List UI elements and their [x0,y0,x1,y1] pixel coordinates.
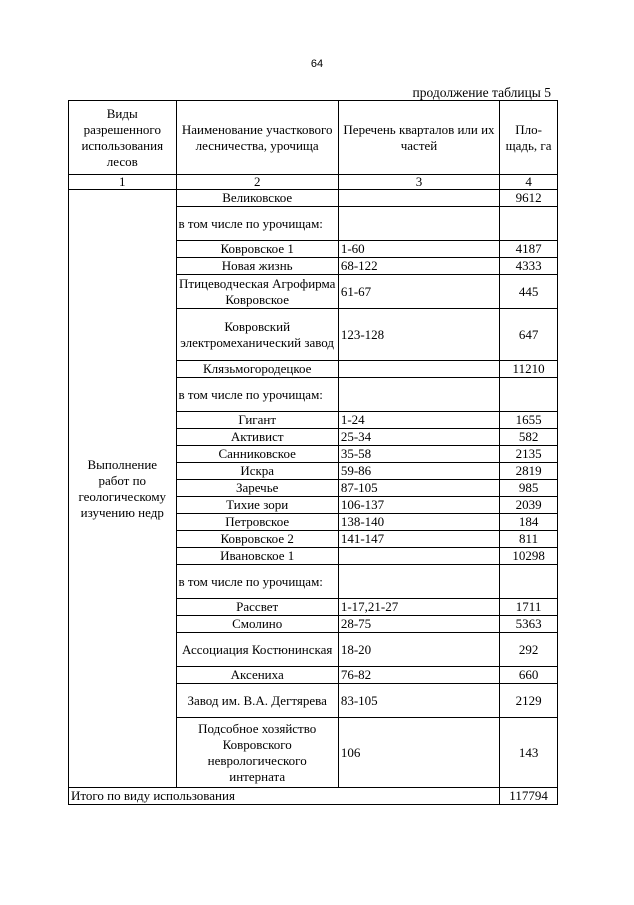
forestry-name-cell: Гигант [176,412,338,429]
area-cell: 2819 [500,463,558,480]
forestry-name-cell: Ковровское 1 [176,241,338,258]
quarters-cell: 141-147 [338,531,499,548]
quarters-cell [338,565,499,599]
forestry-name-cell: Смолино [176,616,338,633]
column-number: 4 [500,175,558,190]
forestry-name-cell: Ковровское 2 [176,531,338,548]
quarters-cell [338,207,499,241]
forestry-name-cell: Подсобное хозяйство Ковровского неврологического интерната [176,718,338,788]
quarters-cell: 83-105 [338,684,499,718]
column-number: 3 [338,175,499,190]
quarters-cell: 35-58 [338,446,499,463]
area-cell: 2129 [500,684,558,718]
forest-usage-table [68,100,558,805]
area-cell: 11210 [500,361,558,378]
forestry-name-cell: Аксениха [176,667,338,684]
column-number-row [69,175,558,190]
area-cell [500,378,558,412]
area-cell: 985 [500,480,558,497]
quarters-cell: 1-60 [338,241,499,258]
forestry-name-cell: Тихие зори [176,497,338,514]
quarters-cell: 25-34 [338,429,499,446]
forestry-name-cell: Заречье [176,480,338,497]
quarters-cell: 138-140 [338,514,499,531]
area-cell: 445 [500,275,558,309]
forestry-name-cell: Ковровский электромеханический завод [176,309,338,361]
quarters-cell: 106 [338,718,499,788]
area-cell: 184 [500,514,558,531]
forestry-name-cell: Рассвет [176,599,338,616]
forestry-name-cell: в том числе по урочищам: [176,207,338,241]
forestry-name-cell: Активист [176,429,338,446]
header-quarters-list: Перечень кварталов или их частей [338,101,499,175]
header-usage-type: Виды разрешенного использования лесов [69,101,177,175]
area-cell: 143 [500,718,558,788]
quarters-cell: 61-67 [338,275,499,309]
area-cell: 811 [500,531,558,548]
quarters-cell: 1-17,21-27 [338,599,499,616]
column-number: 2 [176,175,338,190]
quarters-cell: 28-75 [338,616,499,633]
total-area: 117794 [500,788,558,805]
forestry-name-cell: Птицеводческая Агрофирма Ковровское [176,275,338,309]
area-cell [500,207,558,241]
area-cell: 2135 [500,446,558,463]
quarters-cell: 1-24 [338,412,499,429]
forestry-name-cell: Великовское [176,190,338,207]
area-cell: 660 [500,667,558,684]
area-cell: 292 [500,633,558,667]
quarters-cell [338,190,499,207]
forestry-name-cell: Санниковское [176,446,338,463]
forestry-name-cell: Искра [176,463,338,480]
table-row [69,190,558,207]
forestry-name-cell: Ивановское 1 [176,548,338,565]
forestry-name-cell: Клязьмогородецкое [176,361,338,378]
usage-type-cell: Выполнение работ по геологическому изучению недр [69,190,177,788]
total-label: Итого по виду использования [69,788,500,805]
area-cell: 10298 [500,548,558,565]
column-number: 1 [69,175,177,190]
quarters-cell [338,361,499,378]
header-forestry-name: Наименование участкового лесничества, урочища [176,101,338,175]
area-cell: 2039 [500,497,558,514]
quarters-cell [338,548,499,565]
forestry-name-cell: Петровское [176,514,338,531]
forestry-name-cell: Ассоциация Костюнинская [176,633,338,667]
area-cell: 582 [500,429,558,446]
area-cell: 5363 [500,616,558,633]
forestry-name-cell: в том числе по урочищам: [176,378,338,412]
area-cell [500,565,558,599]
area-cell: 9612 [500,190,558,207]
table-header-row [69,101,558,175]
page-number: 64 [310,58,324,70]
quarters-cell: 76-82 [338,667,499,684]
quarters-cell: 68-122 [338,258,499,275]
area-cell: 4187 [500,241,558,258]
quarters-cell: 18-20 [338,633,499,667]
quarters-cell: 106-137 [338,497,499,514]
total-row [69,788,558,805]
quarters-cell [338,378,499,412]
area-cell: 4333 [500,258,558,275]
header-area: Пло-щадь, га [500,101,558,175]
quarters-cell: 123-128 [338,309,499,361]
area-cell: 1711 [500,599,558,616]
table-continuation-caption: продолжение таблицы 5 [412,85,551,100]
area-cell: 1655 [500,412,558,429]
forestry-name-cell: в том числе по урочищам: [176,565,338,599]
forestry-name-cell: Новая жизнь [176,258,338,275]
area-cell: 647 [500,309,558,361]
quarters-cell: 87-105 [338,480,499,497]
forestry-name-cell: Завод им. В.А. Дегтярева [176,684,338,718]
quarters-cell: 59-86 [338,463,499,480]
